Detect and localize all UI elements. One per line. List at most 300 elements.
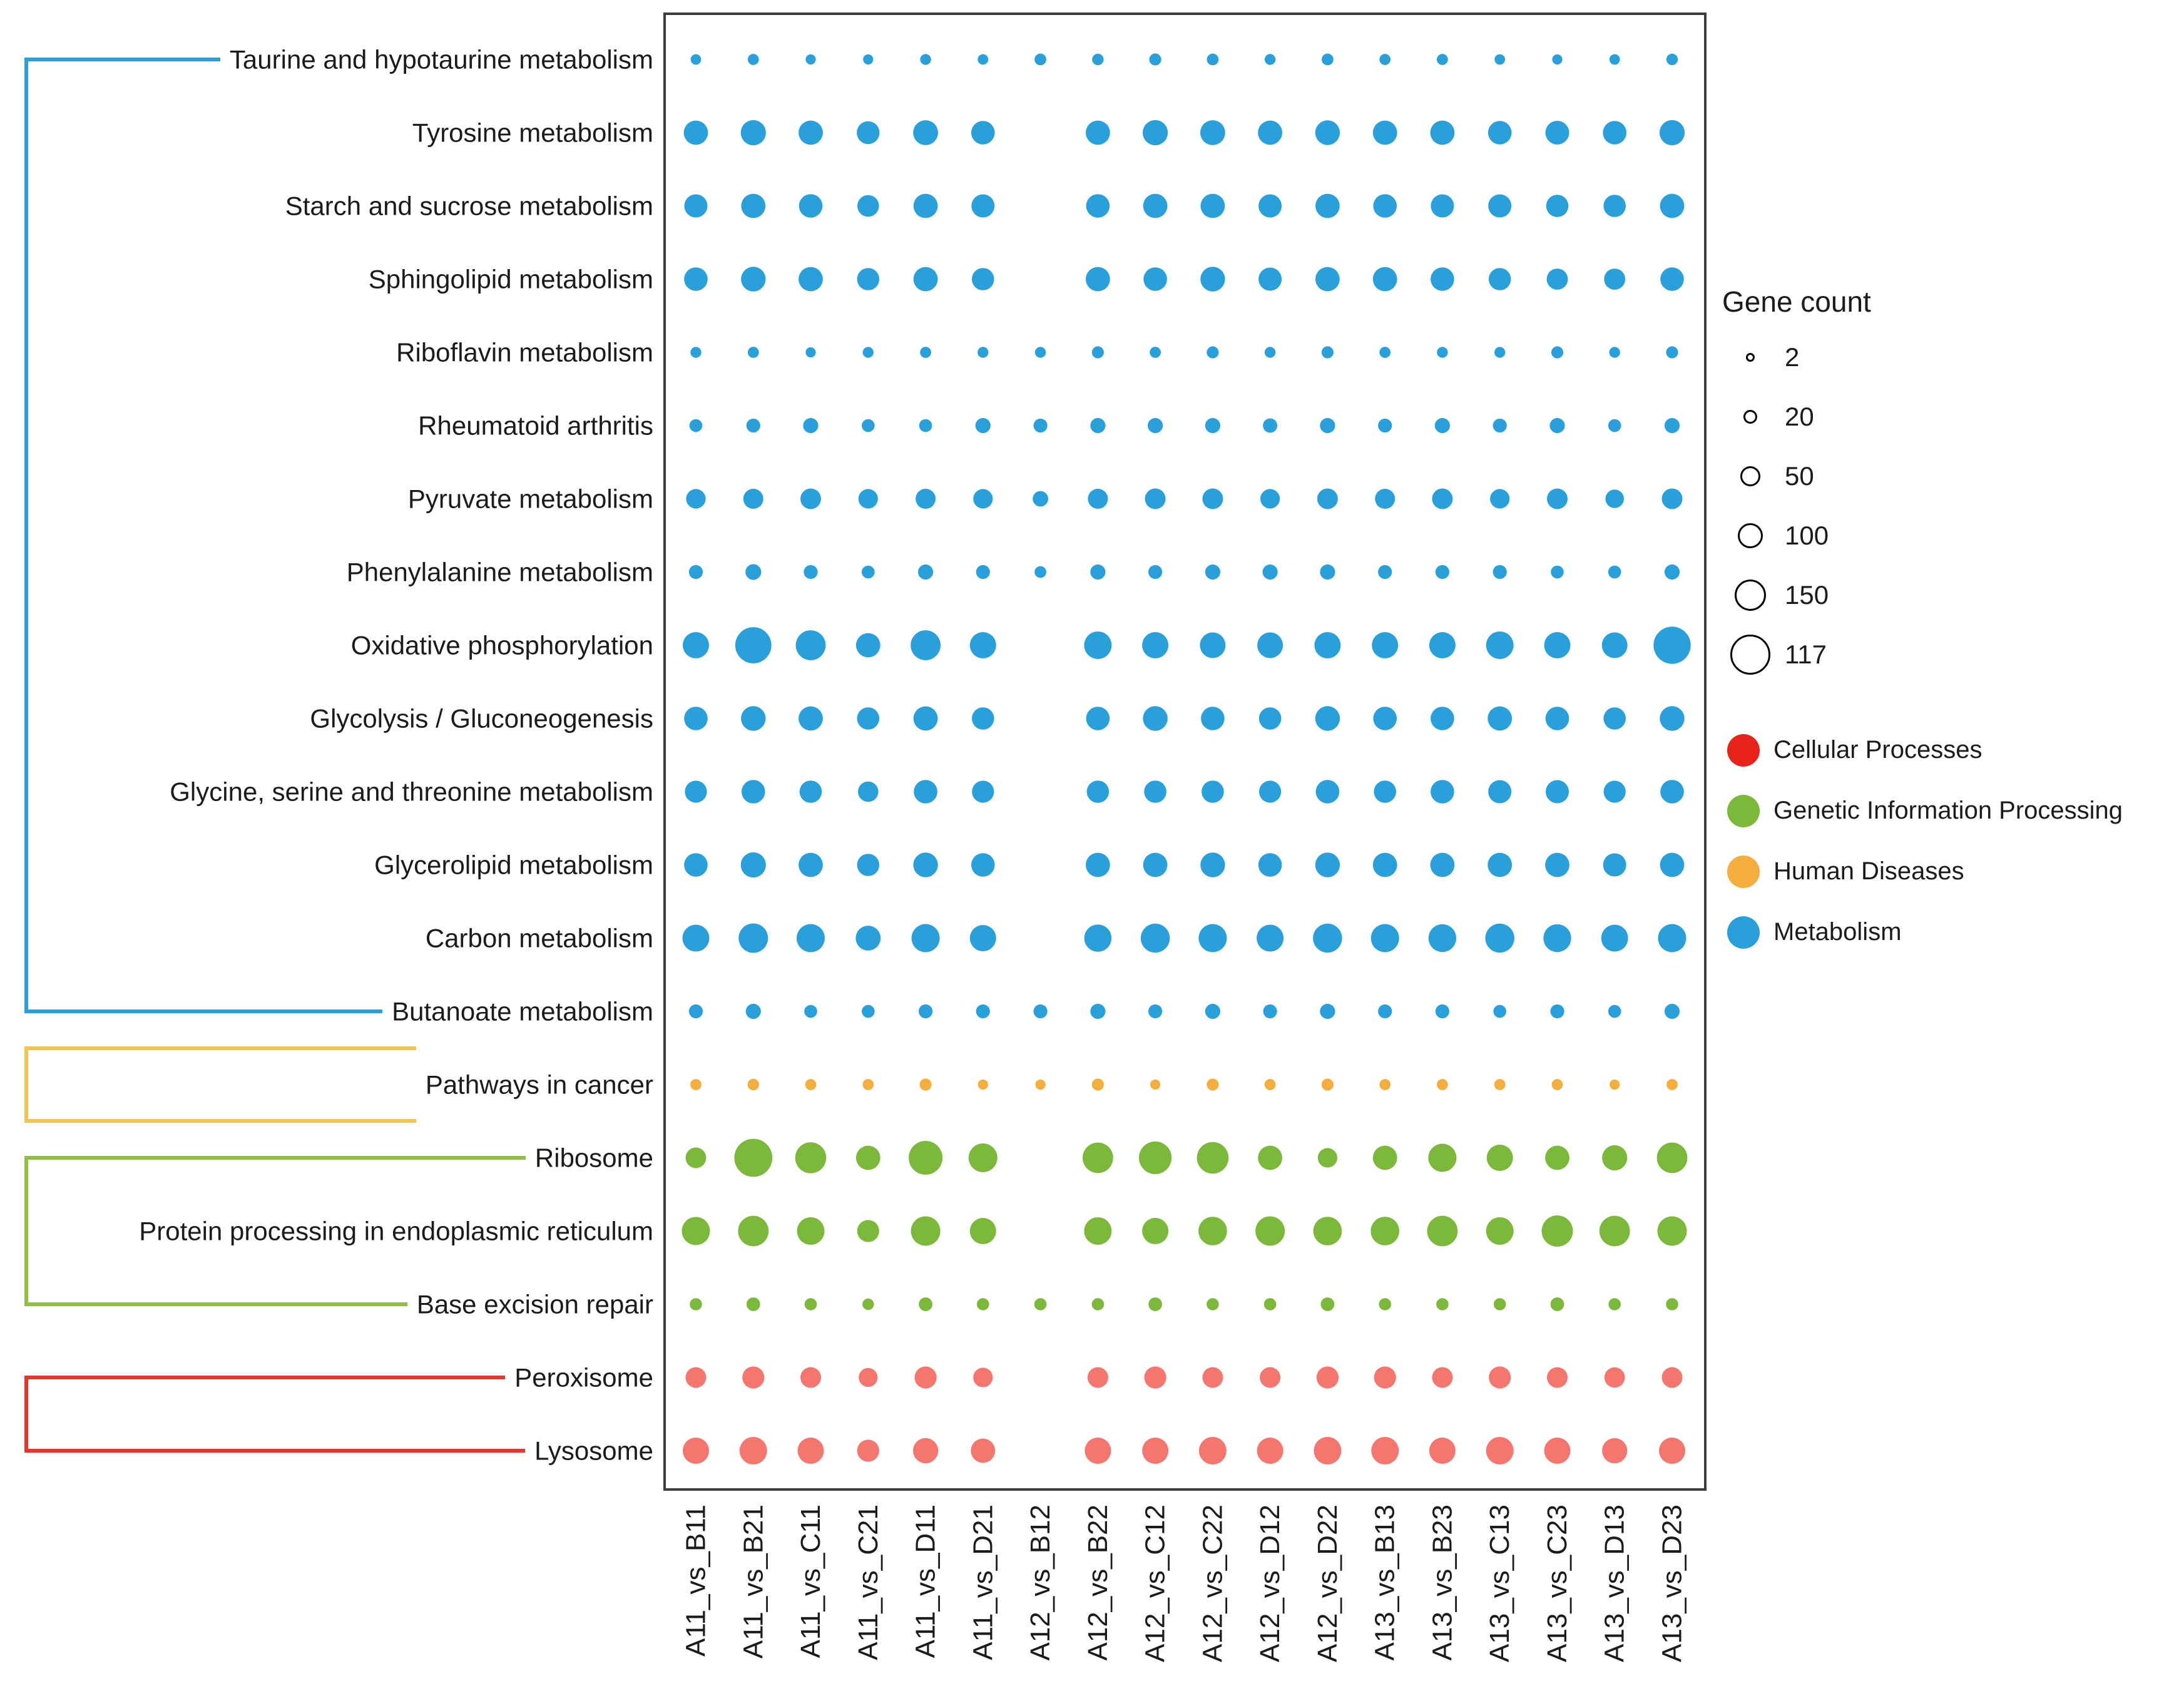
dot <box>1315 120 1340 145</box>
dot <box>803 418 818 433</box>
dot <box>1092 1078 1104 1090</box>
dot <box>1372 632 1398 658</box>
dot <box>1666 1079 1678 1090</box>
dot <box>1608 419 1621 432</box>
dot <box>690 347 701 357</box>
dot <box>1090 1004 1105 1019</box>
dot <box>1143 194 1168 218</box>
dot <box>914 707 938 731</box>
dot <box>1205 1004 1220 1019</box>
y-axis-label: Rheumatoid arthritis <box>418 411 653 441</box>
y-axis-label: Base excision repair <box>416 1289 653 1319</box>
dot <box>1086 267 1110 292</box>
dot <box>1431 121 1455 145</box>
gene-count-entry <box>1722 506 1871 565</box>
dot <box>1202 489 1223 509</box>
dot <box>1083 1143 1113 1173</box>
dot <box>1258 195 1282 218</box>
x-axis-label: A12_vs_D12 <box>1255 1505 1286 1662</box>
dot <box>1431 195 1454 218</box>
dot <box>972 268 994 290</box>
gene-count-circle-cell <box>1722 466 1778 486</box>
dot <box>796 630 826 660</box>
category-entry <box>1727 841 2123 902</box>
dot <box>685 780 707 802</box>
dot <box>915 1366 937 1388</box>
dot <box>1198 924 1227 953</box>
dot <box>1258 121 1282 145</box>
dot <box>1202 780 1224 803</box>
dot <box>1260 489 1280 508</box>
dot <box>1207 346 1218 358</box>
dot <box>741 194 765 218</box>
dot <box>686 1148 707 1168</box>
category-entry <box>1727 780 2123 841</box>
dot <box>1608 1298 1621 1311</box>
dot <box>1258 1146 1282 1170</box>
dot <box>1660 706 1684 730</box>
dot <box>748 1079 759 1090</box>
category-entry <box>1727 902 2123 963</box>
y-axis-label: Pyruvate metabolism <box>407 484 653 514</box>
gene-count-entry <box>1722 446 1871 506</box>
dot <box>1600 1216 1630 1247</box>
dot <box>1090 418 1105 433</box>
gene-count-circle-cell <box>1722 580 1778 611</box>
dot <box>1033 491 1048 507</box>
gene-count-circle <box>1730 635 1770 675</box>
dot <box>1660 267 1684 291</box>
dot <box>1662 489 1683 509</box>
dot <box>973 1367 992 1387</box>
dot <box>1373 707 1397 730</box>
y-axis-label: Oxidative phosphorylation <box>350 630 653 660</box>
dot <box>1315 706 1340 730</box>
dot <box>1603 854 1626 877</box>
dot <box>734 1139 772 1177</box>
dot <box>1034 1298 1047 1311</box>
dot <box>1145 1366 1166 1388</box>
dot <box>920 54 931 64</box>
dot <box>748 347 759 358</box>
dot <box>1092 54 1103 65</box>
x-axis-label: A11_vs_B21 <box>738 1505 769 1659</box>
dot <box>1435 418 1450 433</box>
dot <box>1200 267 1225 291</box>
cluster-bracket-cellular-processes <box>26 1377 523 1451</box>
dot <box>1493 1005 1506 1018</box>
category-dot <box>1727 916 1760 949</box>
gene-count-value: 50 <box>1785 461 1814 491</box>
dot <box>800 489 821 509</box>
dot <box>913 1438 938 1463</box>
dot <box>1552 1079 1563 1090</box>
gene-count-legend <box>1722 285 1871 684</box>
dot <box>1374 780 1396 803</box>
dot <box>1429 924 1456 952</box>
dot <box>1603 195 1626 217</box>
y-axis-label: Sphingolipid metabolism <box>368 264 653 294</box>
dot <box>686 1367 707 1388</box>
dot <box>857 121 879 144</box>
dot <box>1604 780 1626 802</box>
dot <box>1490 489 1509 508</box>
dot <box>1662 1367 1683 1388</box>
dot <box>1608 566 1621 579</box>
y-axis-label: Tyrosine metabolism <box>412 118 653 148</box>
dot <box>916 489 936 509</box>
gene-count-value: 2 <box>1785 342 1800 372</box>
x-axis-label: A11_vs_D21 <box>967 1505 999 1660</box>
dot <box>1436 1298 1449 1311</box>
dot <box>1322 54 1334 66</box>
dot <box>1199 1437 1227 1464</box>
y-axis-label: Glycolysis / Gluconeogenesis <box>310 703 653 733</box>
dot <box>1084 1438 1111 1464</box>
dot <box>857 854 880 876</box>
dot <box>1034 1004 1048 1018</box>
dot <box>1320 565 1335 580</box>
dot <box>1205 418 1220 433</box>
dot <box>862 1299 874 1310</box>
dot <box>977 347 988 357</box>
y-axis-label: Carbon metabolism <box>425 923 653 953</box>
gene-count-entry <box>1722 625 1871 684</box>
dot <box>1034 54 1046 66</box>
dot <box>976 565 990 579</box>
dot <box>919 419 932 432</box>
dot <box>1255 1217 1285 1246</box>
dot <box>735 627 772 663</box>
dot <box>1374 1366 1396 1388</box>
dot <box>1659 1438 1685 1464</box>
dot <box>690 419 703 432</box>
dot <box>1608 1005 1621 1018</box>
dot <box>862 566 875 579</box>
dot <box>689 565 703 579</box>
dot <box>914 194 938 218</box>
y-axis-label: Starch and sucrose metabolism <box>285 191 653 221</box>
dot <box>1379 347 1391 358</box>
dot <box>1371 1437 1399 1464</box>
dot <box>913 120 938 145</box>
dot <box>1605 489 1624 508</box>
dot <box>738 924 768 953</box>
dot <box>918 565 933 580</box>
gene-count-circle-cell <box>1722 410 1778 424</box>
dot <box>973 489 992 508</box>
dot <box>689 1004 703 1018</box>
dot <box>804 1005 817 1018</box>
dot <box>1436 1004 1449 1018</box>
dot <box>742 780 765 804</box>
dot <box>1201 194 1225 218</box>
dot <box>1431 707 1454 730</box>
dot <box>1488 121 1512 145</box>
dot <box>1150 347 1161 358</box>
dot <box>1428 1144 1456 1172</box>
dot <box>856 633 880 658</box>
y-axis-label: Taurine and hypotaurine metabolism <box>229 44 653 74</box>
dot <box>1373 853 1397 877</box>
dot <box>690 1298 702 1311</box>
dot <box>805 1079 817 1090</box>
dot <box>1657 1143 1688 1173</box>
dot <box>862 1005 875 1018</box>
dot <box>1432 489 1452 509</box>
x-axis-label: A13_vs_D23 <box>1656 1505 1688 1662</box>
dot <box>1489 268 1511 290</box>
dot <box>1378 1004 1392 1018</box>
dot <box>742 1366 764 1388</box>
dot <box>1317 489 1338 509</box>
category-dot <box>1727 795 1760 827</box>
dot <box>1427 1216 1458 1247</box>
dot <box>913 852 937 877</box>
dot <box>1084 631 1111 659</box>
dot <box>1084 924 1112 952</box>
dot <box>738 1216 768 1247</box>
dot <box>1666 346 1678 358</box>
dot <box>1432 1367 1452 1388</box>
dot <box>1431 780 1454 804</box>
dot <box>1088 1367 1108 1388</box>
dot <box>919 1297 932 1311</box>
dot <box>1544 632 1571 658</box>
dot <box>1200 633 1225 658</box>
dot <box>1321 1297 1335 1311</box>
dot <box>1143 853 1168 877</box>
dot <box>799 707 823 731</box>
dot <box>1494 54 1505 65</box>
dot <box>1437 54 1448 65</box>
dot <box>1373 121 1397 145</box>
dot <box>1653 626 1690 663</box>
x-axis-label: A12_vs_D22 <box>1312 1505 1343 1662</box>
gene-count-title: Gene count <box>1722 285 1871 318</box>
dot <box>691 54 702 65</box>
dot <box>920 1078 932 1090</box>
y-axis-label: Riboflavin metabolism <box>396 337 653 367</box>
dot <box>798 1438 824 1464</box>
cluster-bracket-human-diseases <box>26 1048 414 1121</box>
dot <box>799 267 823 292</box>
dot <box>1551 1297 1564 1311</box>
gene-count-circle <box>1735 580 1766 611</box>
dot <box>1090 565 1105 580</box>
dot <box>1658 1217 1687 1246</box>
dot <box>1371 924 1399 953</box>
dot <box>684 267 708 291</box>
category-label: Genetic Information Processing <box>1773 797 2123 824</box>
x-axis-label: A11_vs_B11 <box>680 1505 712 1657</box>
dot <box>1148 565 1162 579</box>
gene-count-entry <box>1722 387 1871 446</box>
x-axis-label: A13_vs_C23 <box>1541 1505 1573 1662</box>
dot <box>977 1298 989 1311</box>
dot <box>1379 1079 1391 1090</box>
dot <box>1315 194 1340 218</box>
dot <box>909 1141 942 1175</box>
dot <box>1486 924 1514 953</box>
dot <box>1260 1367 1280 1388</box>
dot <box>1318 1148 1337 1167</box>
dot <box>971 121 995 145</box>
category-label: Human Diseases <box>1773 857 1964 885</box>
gene-count-value: 150 <box>1785 580 1829 610</box>
x-axis-label: A11_vs_C11 <box>795 1505 827 1658</box>
dot <box>971 853 995 877</box>
dot <box>1373 194 1397 218</box>
dot <box>1088 489 1108 509</box>
dot <box>1207 1298 1219 1311</box>
dot <box>1257 633 1283 658</box>
dot <box>1143 267 1167 291</box>
dot <box>1092 1298 1105 1311</box>
x-axis-label: A13_vs_B13 <box>1369 1505 1401 1661</box>
dot <box>1315 267 1340 292</box>
dot <box>911 1217 941 1246</box>
dot <box>1259 707 1282 730</box>
y-axis-label: Glycine, serine and threonine metabolism <box>170 777 653 807</box>
dot <box>1375 489 1395 509</box>
dot <box>805 347 815 357</box>
dot <box>1148 418 1163 433</box>
dot <box>1486 1437 1514 1464</box>
dot <box>1258 268 1282 291</box>
dot <box>1603 121 1626 145</box>
y-axis-label: Phenylalanine metabolism <box>346 557 653 587</box>
dot <box>1142 632 1168 658</box>
dot <box>1379 54 1391 65</box>
x-axis-label: A12_vs_C12 <box>1140 1505 1171 1662</box>
dot <box>1437 347 1447 357</box>
dot <box>1198 1217 1227 1245</box>
dot <box>1604 268 1625 290</box>
dot <box>862 419 875 432</box>
dot <box>740 1437 767 1464</box>
gene-count-value: 100 <box>1785 520 1829 550</box>
y-axis-label: Protein processing in endoplasmic reticulum <box>139 1216 653 1246</box>
dot <box>1665 418 1680 433</box>
dot <box>857 1439 879 1461</box>
dot <box>1207 1078 1218 1090</box>
dot <box>1602 1145 1627 1170</box>
dot <box>1431 267 1454 291</box>
dot <box>863 347 874 357</box>
plot-border <box>665 14 1705 1489</box>
dot <box>976 1004 990 1018</box>
gene-count-entries <box>1722 327 1871 684</box>
dot <box>1429 632 1456 658</box>
dot <box>804 565 817 579</box>
dot <box>683 925 710 952</box>
y-axis-label: Glycerolipid metabolism <box>374 850 653 880</box>
dot <box>1257 925 1283 952</box>
dot <box>1488 195 1511 218</box>
dot <box>1658 924 1686 953</box>
dot <box>1494 347 1505 357</box>
dot <box>1378 565 1392 579</box>
dot <box>1610 1080 1620 1090</box>
category-dot <box>1727 734 1760 767</box>
dot <box>1373 1146 1397 1170</box>
dot <box>862 1079 874 1090</box>
dot <box>1265 1079 1276 1090</box>
dot <box>969 1143 998 1172</box>
x-axis-label: A12_vs_C22 <box>1197 1505 1228 1662</box>
dot <box>911 630 941 660</box>
dot <box>1258 853 1282 877</box>
x-axis-label: A11_vs_C21 <box>852 1505 884 1660</box>
dot <box>858 782 879 802</box>
dot <box>799 121 823 145</box>
dot <box>683 1438 709 1464</box>
dot <box>741 706 765 730</box>
dot <box>1547 489 1568 509</box>
gene-count-circle <box>1743 410 1757 424</box>
dot <box>1551 346 1563 358</box>
dot <box>1087 780 1110 803</box>
category-label: Metabolism <box>1773 918 1902 946</box>
dot <box>1084 1217 1111 1245</box>
dot <box>970 1218 996 1244</box>
dot <box>1314 1437 1341 1464</box>
dot <box>1086 121 1110 145</box>
dot <box>686 489 705 508</box>
category-entry <box>1727 720 2123 780</box>
x-axis-label: A13_vs_D13 <box>1599 1505 1630 1662</box>
dot <box>1142 1438 1168 1464</box>
dot <box>1145 489 1166 509</box>
dot <box>1139 1142 1171 1174</box>
gene-count-circle <box>1740 466 1760 486</box>
dot <box>1148 1004 1162 1018</box>
dot <box>920 347 931 358</box>
dot <box>1494 1079 1506 1090</box>
dot <box>1487 1145 1513 1171</box>
dot <box>1207 54 1219 66</box>
dot <box>1201 707 1225 730</box>
category-legend <box>1727 720 2123 963</box>
dot <box>799 853 823 877</box>
gene-count-entry <box>1722 565 1871 625</box>
dot <box>1314 1217 1342 1245</box>
dot <box>1660 780 1684 804</box>
dot <box>1373 267 1397 292</box>
dot <box>1315 852 1340 877</box>
dot <box>1605 1367 1625 1388</box>
dot <box>1494 1298 1506 1311</box>
dot <box>1035 347 1046 357</box>
dot <box>684 853 708 877</box>
dot <box>1602 1438 1627 1463</box>
dot <box>685 195 708 218</box>
dot <box>1263 419 1277 433</box>
dot <box>1431 853 1455 877</box>
dot <box>970 925 996 951</box>
dot <box>857 1220 879 1242</box>
dot <box>1263 1004 1277 1018</box>
dot <box>1665 1004 1680 1019</box>
dot <box>805 1298 817 1311</box>
dot <box>1142 1218 1168 1244</box>
dot <box>857 707 880 730</box>
dot <box>1378 419 1392 432</box>
dot <box>1143 706 1167 730</box>
x-axis-label: A13_vs_B23 <box>1427 1505 1458 1661</box>
x-axis-label: A12_vs_B22 <box>1082 1505 1113 1661</box>
